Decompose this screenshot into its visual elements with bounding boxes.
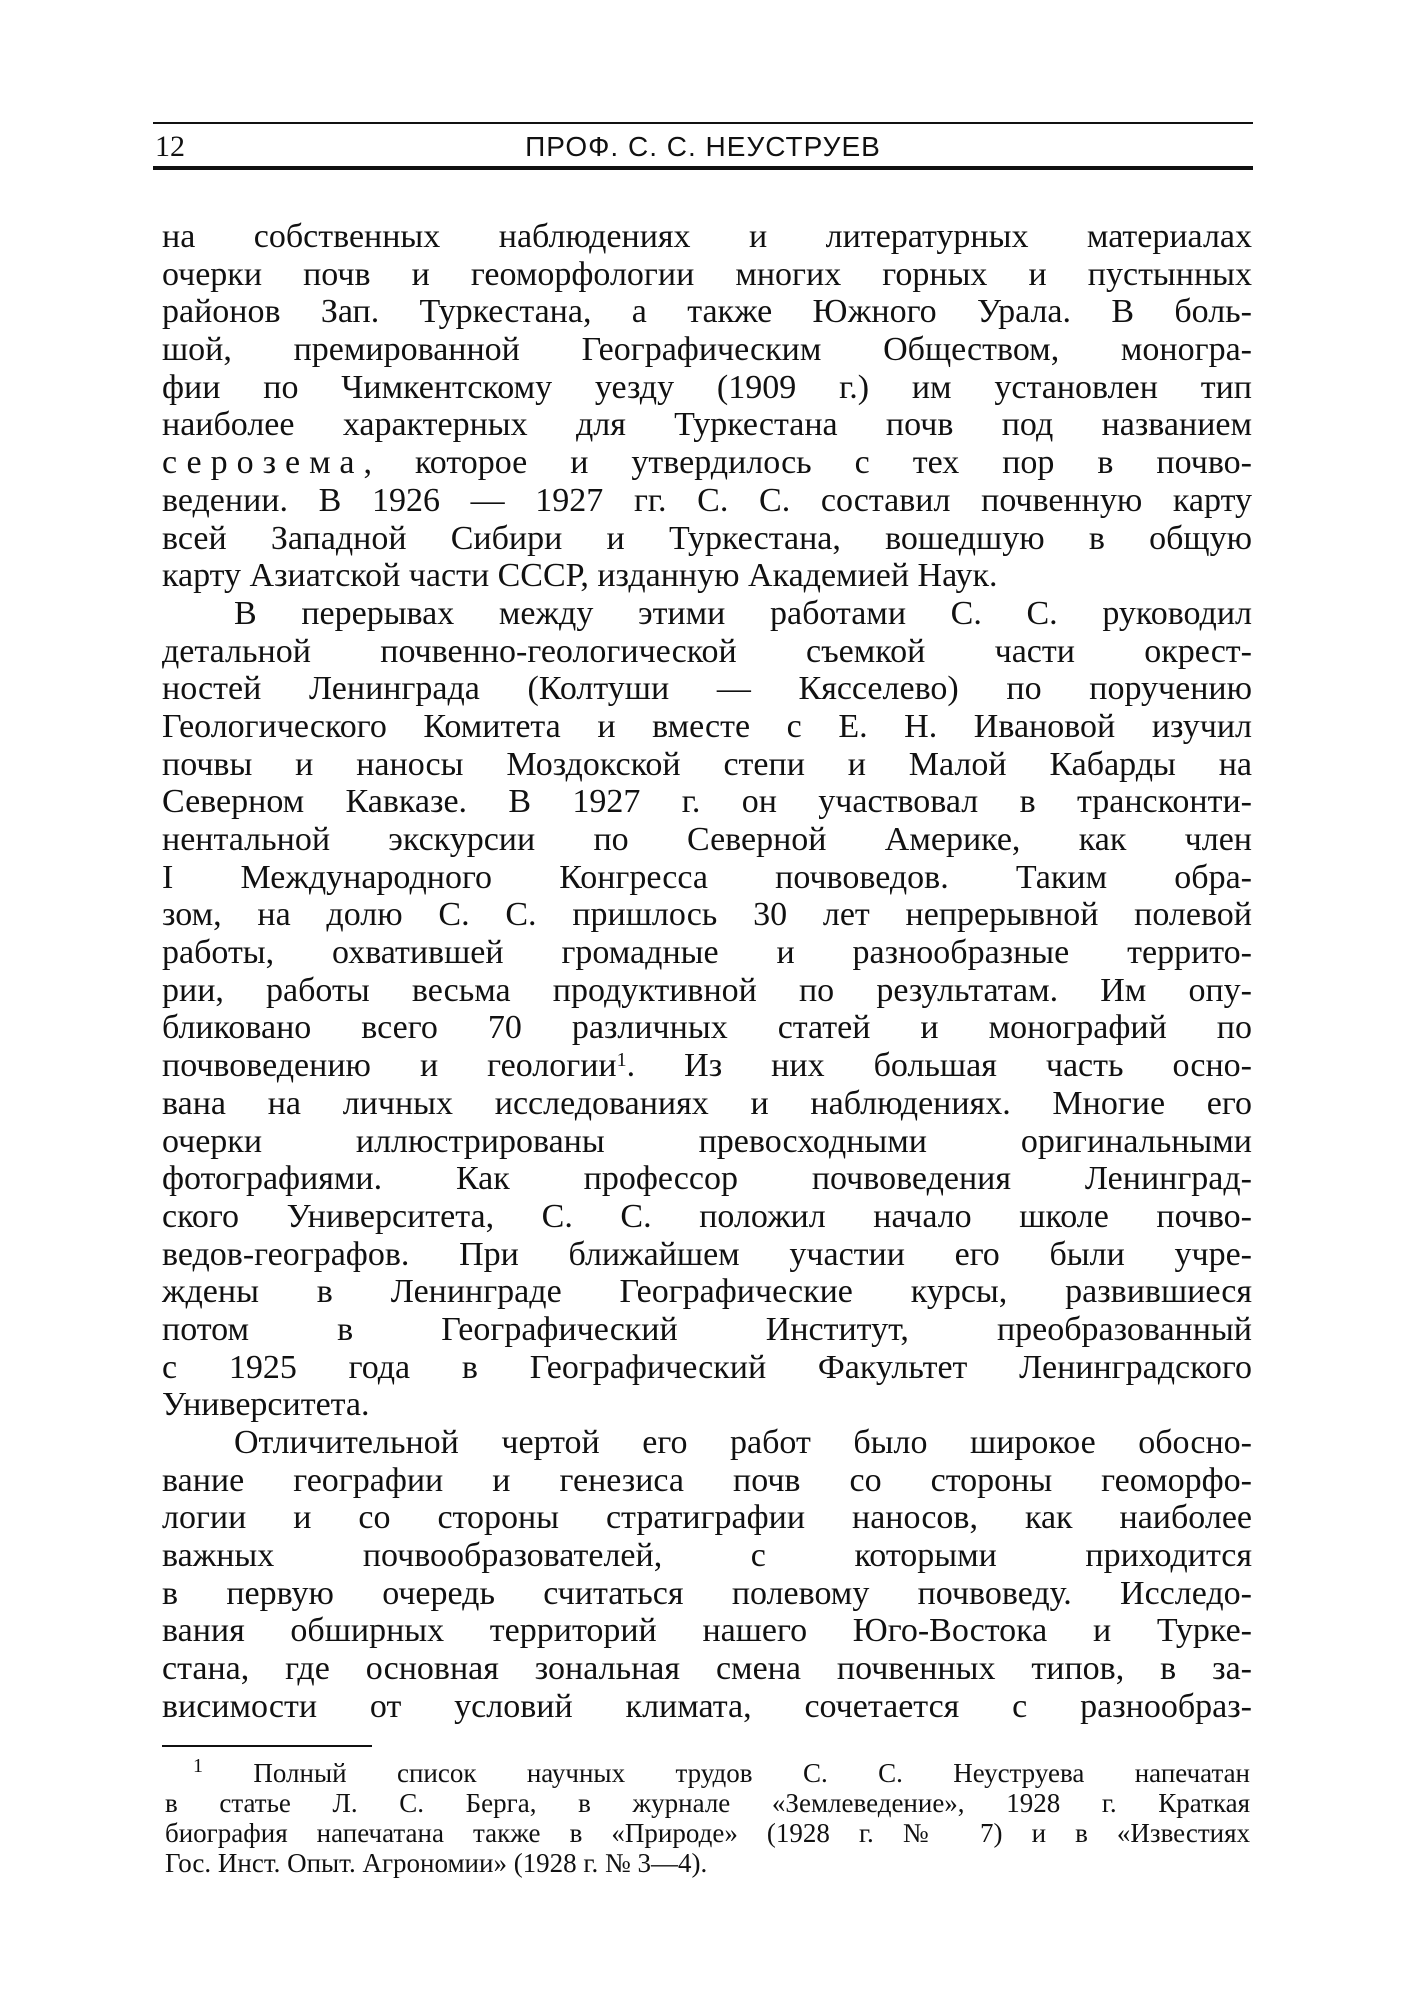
- text-line: очерки иллюстрированы превосходными оригинальными: [162, 1122, 1252, 1160]
- text-line: логии и со стороны стратиграфии наносов, как наиболее: [162, 1499, 1252, 1537]
- footnote-reference: 1: [616, 1049, 627, 1072]
- text-line: наиболее характерных для Туркестана почв под названием: [162, 406, 1252, 444]
- text-line: фотографиями. Как профессор почвоведения Ленинград-: [162, 1160, 1252, 1198]
- text-line: важных почвообразователей, с которыми приходится: [162, 1537, 1252, 1575]
- text-line: ведов-географов. При ближайшем участии его были учре-: [162, 1235, 1252, 1273]
- text-line: рии, работы весьма продуктивной по результатам. Им опу-: [162, 971, 1252, 1009]
- text-line: карту Азиатской части СССР, изданную Академией Наук.: [162, 557, 998, 595]
- text-line: I Международного Конгресса почвоведов. Таким обра-: [162, 858, 1252, 896]
- text-line: работы, охватившей громадные и разнообразные террито-: [162, 934, 1252, 972]
- text-line: детальной почвенно-геологической съемкой части окрест-: [162, 632, 1252, 670]
- text-line: фии по Чимкентскому уезду (1909 г.) им установлен тип: [162, 368, 1252, 406]
- text-line: вана на личных исследованиях и наблюдениях. Многие его: [162, 1084, 1252, 1122]
- text-line: на собственных наблюдениях и литературных материалах: [162, 218, 1252, 255]
- text-line-with-spaced-term: [162, 444, 1252, 482]
- main-text: [162, 218, 1252, 1726]
- text-line: Северном Кавказе. В 1927 г. он участвовал в трансконти-: [162, 783, 1252, 821]
- footnote-line: биография напечатана также в «Природе» (1928 г. № 7) и в «Известиях: [165, 1818, 1250, 1848]
- text-line: с 1925 года в Географический Факультет Ленинградского: [162, 1348, 1252, 1386]
- text-line: ностей Ленинграда (Колтуши — Кясселево) по поручению: [162, 670, 1252, 708]
- text-line: бликовано всего 70 различных статей и монографий по: [162, 1009, 1252, 1047]
- text-line: вание географии и генезиса почв со стороны геоморфо-: [162, 1461, 1252, 1499]
- footnote-text: Полный список научных трудов С. С. Неуструева напечатан: [203, 1758, 1250, 1788]
- text-line: районов Зап. Туркестана, а также Южного Урала. В боль-: [162, 293, 1252, 331]
- text-line: ждены в Ленинграде Географические курсы, развившиеся: [162, 1273, 1252, 1311]
- text-fragment: почвоведению и геологии: [162, 1047, 617, 1085]
- text-line: вания обширных территорий нашего Юго-Востока и Турке-: [162, 1612, 1252, 1650]
- text-line: нентальной экскурсии по Северной Америке, как член: [162, 821, 1252, 858]
- text-fragment: . Из них большая часть осно-: [626, 1047, 1252, 1085]
- text-line: Геологического Комитета и вместе с Е. Н. Ивановой изучил: [162, 707, 1252, 745]
- footnote-line: Гос. Инст. Опыт. Агрономии» (1928 г. № 3—4).: [165, 1848, 708, 1878]
- text-line: очерки почв и геоморфологии многих горных и пустынных: [162, 255, 1252, 293]
- text-line: В перерывах между этими работами С. С. руководил: [234, 594, 1252, 632]
- running-title: ПРОФ. С. С. НЕУСТРУЕВ: [525, 131, 881, 162]
- text-line: Отличительной чертой его работ было широкое обосно-: [234, 1424, 1252, 1461]
- page-number: 12: [155, 130, 185, 163]
- text-line: почвы и наносы Моздокской степи и Малой Кабарды на: [162, 745, 1252, 783]
- text-fragment: , которое и утвердилось с тех пор в почво-: [363, 444, 1252, 482]
- footnote-line: в статье Л. С. Берга, в журнале «Землеведение», 1928 г. Краткая: [165, 1788, 1250, 1818]
- footnote-marker: 1: [193, 1755, 203, 1777]
- footnote-separator: [162, 1745, 372, 1747]
- text-line: ского Университета, С. С. положил начало школе почво-: [162, 1197, 1252, 1235]
- page-header: [153, 122, 1253, 170]
- text-line: всей Западной Сибири и Туркестана, вошедшую в общую: [162, 519, 1252, 557]
- text-line: висимости от условий климата, сочетается с разнообраз-: [162, 1687, 1252, 1725]
- text-line: Университета.: [162, 1386, 370, 1424]
- text-line: стана, где основная зональная смена почвенных типов, в за-: [162, 1650, 1252, 1688]
- text-line: зом, на долю С. С. пришлось 30 лет непрерывной полевой: [162, 896, 1252, 934]
- header-top-rule: [153, 122, 1253, 124]
- header-bottom-rule: [153, 166, 1253, 170]
- text-line-with-footnote-ref: [162, 1047, 1252, 1085]
- text-line: ведении. В 1926 — 1927 гг. С. С. составил почвенную карту: [162, 481, 1252, 519]
- text-line: шой, премированной Географическим Обществом, моногра-: [162, 331, 1252, 369]
- text-line: потом в Географический Институт, преобразованный: [162, 1310, 1252, 1348]
- footnote-line: [165, 1755, 1250, 1788]
- footnotes: [165, 1755, 1250, 1878]
- text-line: в первую очередь считаться полевому почвоведу. Исследо-: [162, 1574, 1252, 1612]
- spaced-term: серозема: [162, 444, 364, 482]
